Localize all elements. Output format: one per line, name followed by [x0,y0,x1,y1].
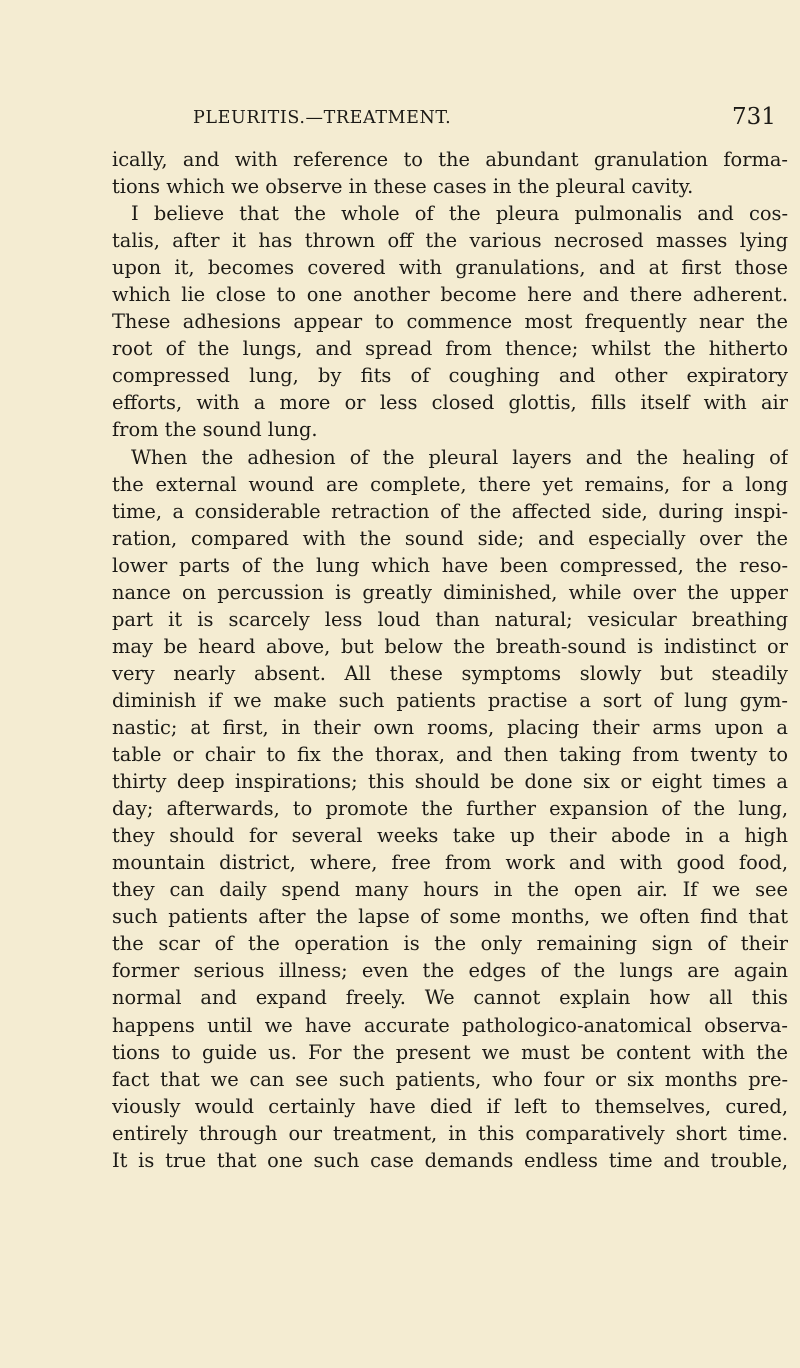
text-line: table or chair to fix the thorax, and then taking from twenty to [112,743,788,767]
text-line: they can daily spend many hours in the open air. If we see [112,878,788,902]
text-line: the scar of the operation is the only remaining sign of their [112,932,788,956]
text-line: very nearly absent. All these symptoms slowly but steadily [112,661,788,685]
text-line: thirty deep inspirations; this should be done six or eight times a [112,770,788,794]
text-line: they should for several weeks take up their abode in a high [112,824,788,848]
text-line: These adhesions appear to commence most frequently near the [112,310,788,334]
text-line: talis, after it has thrown off the various necrosed masses lying [112,229,788,253]
running-title: PLEURITIS.—TREATMENT. [193,108,452,128]
text-line: root of the lungs, and spread from thence; whilst the hitherto [112,337,788,361]
text-line: time, a considerable retraction of the affected side, during inspi- [112,499,788,523]
text-line: ically, and with reference to the abundant granulation forma- [112,148,788,171]
text-line: mountain district, where, free from work and with good food, [112,851,788,875]
running-head [0,104,800,132]
text-line: lower parts of the lung which have been compressed, the reso- [112,553,788,577]
text-line: normal and expand freely. We cannot explain how all this [112,986,788,1010]
text-line: from the sound lung. [112,418,318,442]
paragraph-first-line: When the adhesion of the pleural layers and the healing of [131,445,788,469]
text-line: entirely through our treatment, in this comparatively short time. [112,1121,788,1145]
text-line: tions to guide us. For the present we must be content with the [112,1040,788,1064]
text-line: the external wound are complete, there yet remains, for a long [112,472,788,496]
body-text [112,146,788,1174]
text-line: fact that we can see such patients, who four or six months pre- [112,1067,788,1091]
text-line: day; afterwards, to promote the further expansion of the lung, [112,797,788,821]
text-line: nastic; at first, in their own rooms, placing their arms upon a [112,715,788,739]
text-line: upon it, becomes covered with granulations, and at first those [112,256,788,280]
text-line: efforts, with a more or less closed glottis, fills itself with air [112,391,788,415]
page-number: 731 [732,104,776,130]
text-line: nance on percussion is greatly diminished, while over the upper [112,580,788,604]
text-line: viously would certainly have died if left to themselves, cured, [112,1094,788,1118]
text-line: happens until we have accurate pathologico-anatomical observa- [112,1013,788,1037]
text-line: It is true that one such case demands endless time and trouble, [112,1148,788,1172]
text-line: former serious illness; even the edges of the lungs are again [112,959,788,983]
paragraph-first-line: I believe that the whole of the pleura pulmonalis and cos- [131,202,788,226]
text-line: which lie close to one another become here and there adherent. [112,283,788,307]
text-line: part it is scarcely less loud than natural; vesicular breathing [112,607,788,631]
text-line: may be heard above, but below the breath-sound is indistinct or [112,634,788,658]
text-line: such patients after the lapse of some months, we often find that [112,905,788,929]
text-line: diminish if we make such patients practise a sort of lung gym- [112,688,788,712]
text-line: compressed lung, by fits of coughing and other expiratory [112,364,788,388]
text-line: tions which we observe in these cases in the pleural cavity. [112,175,694,199]
text-line: ration, compared with the sound side; and especially over the [112,526,788,550]
